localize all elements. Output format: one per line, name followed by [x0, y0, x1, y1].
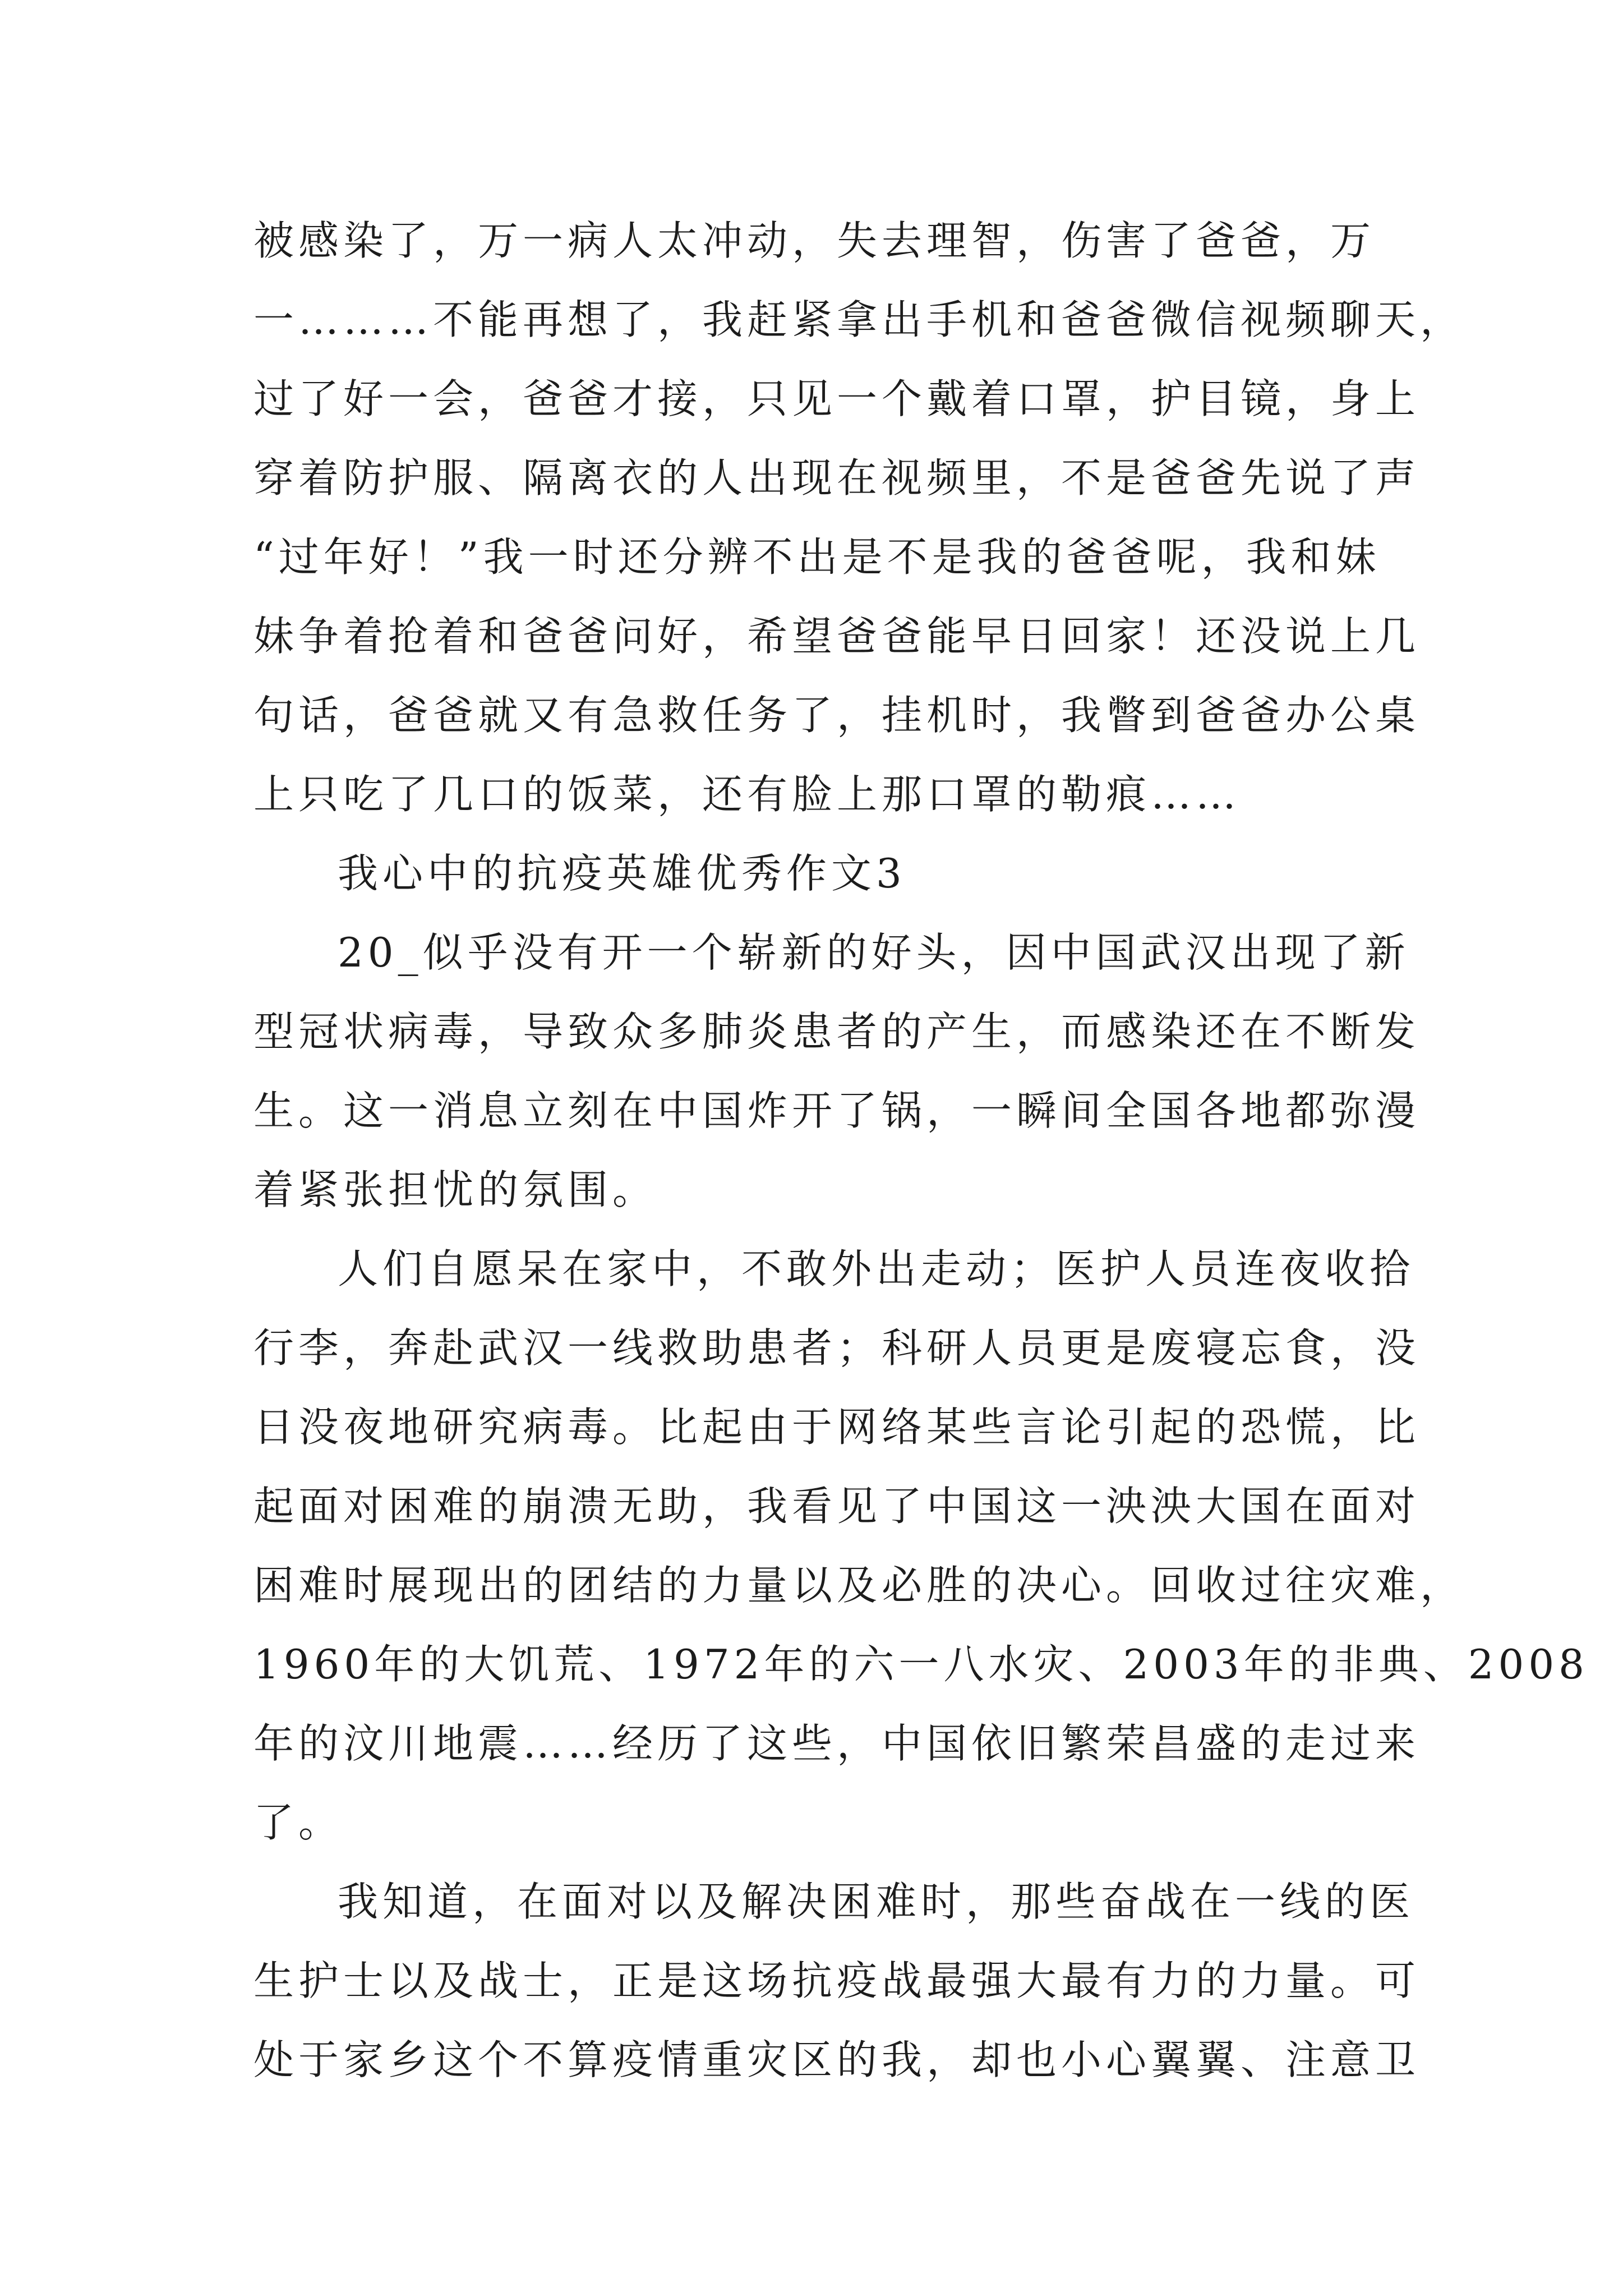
paragraph-start-line: 20_似乎没有开一个崭新的好头，因中国武汉出现了新 [338, 929, 1410, 976]
text-line: 困难时展现出的团结的力量以及必胜的决心。回收过往灾难， [253, 1562, 1465, 1609]
text-line: 被感染了，万一病人太冲动，失去理智，伤害了爸爸，万 [253, 217, 1376, 264]
text-line: 句话，爸爸就又有急救任务了，挂机时，我瞥到爸爸办公桌 [253, 692, 1421, 739]
text-line: 穿着防护服、隔离衣的人出现在视频里，不是爸爸先说了声 [253, 454, 1421, 501]
text-line: 上只吃了几口的饭菜，还有脸上那口罩的勒痕…… [253, 771, 1241, 818]
text-line: 起面对困难的崩溃无助，我看见了中国这一泱泱大国在面对 [253, 1483, 1421, 1530]
text-line: 过了好一会，爸爸才接，只见一个戴着口罩，护目镜，身上 [253, 375, 1421, 422]
text-line: 生。这一消息立刻在中国炸开了锅，一瞬间全国各地都弥漫 [253, 1087, 1421, 1134]
text-line: 日没夜地研究病毒。比起由于网络某些言论引起的恐慌，比 [253, 1404, 1421, 1451]
text-line: 1960年的大饥荒、1972年的六一八水灾、2003年的非典、2008 [253, 1641, 1589, 1688]
text-line: 型冠状病毒，导致众多肺炎患者的产生，而感染还在不断发 [253, 1008, 1421, 1055]
text-line: 妹争着抢着和爸爸问好，希望爸爸能早日回家！还没说上几 [253, 613, 1421, 660]
text-line: 年的汶川地震……经历了这些，中国依旧繁荣昌盛的走过来 [253, 1720, 1421, 1767]
text-line: “过年好！”我一时还分辨不出是不是我的爸爸呢，我和妹 [253, 533, 1381, 581]
text-line: 处于家乡这个不算疫情重灾区的我，却也小心翼翼、注意卫 [253, 2036, 1421, 2083]
text-line: 了。 [253, 1799, 344, 1846]
text-line: 行李，奔赴武汉一线救助患者；科研人员更是废寝忘食，没 [253, 1324, 1421, 1372]
text-line: 一………不能再想了，我赶紧拿出手机和爸爸微信视频聊天， [253, 296, 1465, 343]
paragraph-start-line: 人们自愿呆在家中，不敢外出走动；医护人员连夜收拾 [338, 1245, 1415, 1292]
section-heading: 我心中的抗疫英雄优秀作文3 [338, 850, 906, 897]
text-line: 生护士以及战士，正是这场抗疫战最强大最有力的力量。可 [253, 1957, 1421, 2004]
paragraph-start-line: 我知道，在面对以及解决困难时，那些奋战在一线的医 [338, 1878, 1415, 1925]
text-line: 着紧张担忧的氛围。 [253, 1166, 658, 1213]
